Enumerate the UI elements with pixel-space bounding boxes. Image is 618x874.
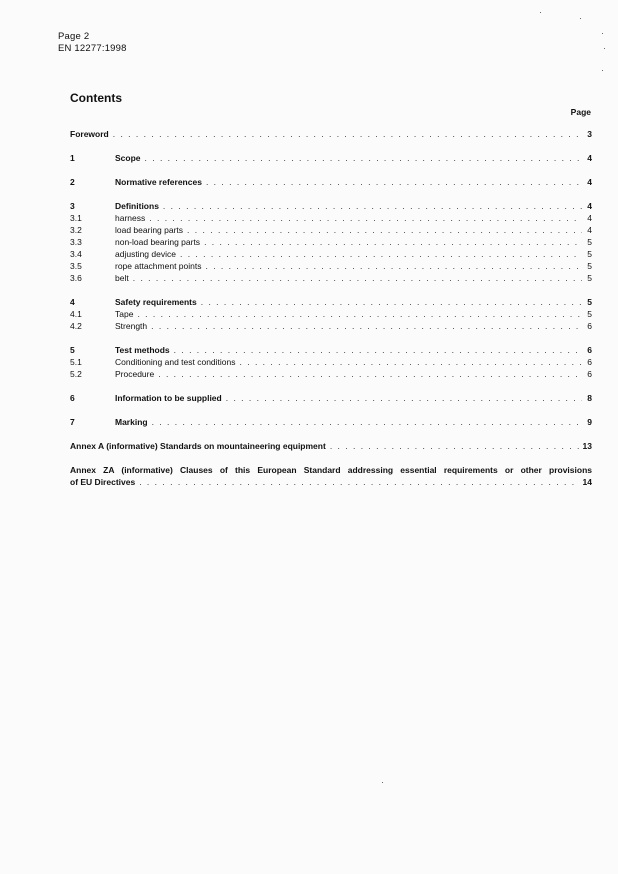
toc-entry-title: Conditioning and test conditions [115, 357, 236, 367]
leader-dots [151, 320, 582, 332]
toc-entry-page: 4 [587, 213, 592, 223]
toc-entry-title: Foreword [70, 129, 109, 139]
toc-entry-title: Definitions [115, 201, 159, 211]
leader-dots [113, 128, 582, 140]
contents-title: Contents [70, 91, 122, 105]
toc-entry-number: 5.1 [70, 357, 82, 367]
toc-entry-page: 5 [587, 297, 592, 307]
toc-entry-conditioning[interactable] [70, 356, 592, 368]
toc-entry-page: 8 [587, 393, 592, 403]
toc-entry-number: 4.2 [70, 321, 82, 331]
leader-dots [187, 224, 582, 236]
toc-entry-rope-attachment-points[interactable] [70, 260, 592, 272]
toc-entry-definitions[interactable] [70, 200, 592, 212]
toc-entry-page: 4 [587, 225, 592, 235]
toc-entry-page: 4 [587, 153, 592, 163]
toc-entry-page: 13 [582, 441, 592, 451]
toc-entry-title: adjusting device [115, 249, 176, 259]
standard-reference: EN 12277:1998 [58, 42, 127, 54]
toc-entry-title: Information to be supplied [115, 393, 222, 403]
leader-dots [201, 296, 582, 308]
toc-entry-title: Scope [115, 153, 141, 163]
toc-entry-number: 5 [70, 345, 75, 355]
leader-dots [158, 368, 582, 380]
page-header [58, 31, 127, 54]
scan-speck [602, 33, 603, 34]
toc-entry-number: 3 [70, 201, 75, 211]
toc-entry-tape[interactable] [70, 308, 592, 320]
toc-entry-page: 4 [587, 177, 592, 187]
toc-entry-page: 6 [587, 321, 592, 331]
leader-dots [149, 212, 582, 224]
toc-entry-test-methods[interactable] [70, 344, 592, 356]
toc-entry-title: Tape [115, 309, 134, 319]
toc-entry-page: 5 [587, 261, 592, 271]
toc-entry-annex-za[interactable] [70, 464, 592, 488]
leader-dots [152, 416, 582, 428]
leader-dots [205, 260, 582, 272]
toc-entry-page: 3 [587, 129, 592, 139]
toc-entry-normative-references[interactable] [70, 176, 592, 188]
toc-entry-page: 5 [587, 273, 592, 283]
toc-entry-non-load-bearing-parts[interactable] [70, 236, 592, 248]
toc-entry-title: non-load bearing parts [115, 237, 201, 247]
toc-entry-number: 3.5 [70, 261, 82, 271]
leader-dots [240, 356, 583, 368]
toc-entry-number: 3.3 [70, 237, 82, 247]
leader-dots [206, 176, 582, 188]
toc-entry-safety-requirements[interactable] [70, 296, 592, 308]
toc-entry-number: 7 [70, 417, 75, 427]
toc-entry-number: 4 [70, 297, 75, 307]
leader-dots [330, 440, 579, 452]
toc-entry-title: Normative references [115, 177, 202, 187]
toc-entry-number: 1 [70, 153, 75, 163]
leader-dots [174, 344, 582, 356]
toc-entry-title: Test methods [115, 345, 170, 355]
leader-dots [133, 272, 582, 284]
toc-entry-information-to-be-supplied[interactable] [70, 392, 592, 404]
leader-dots [137, 308, 582, 320]
toc-entry-title: rope attachment points [115, 261, 202, 271]
toc-entry-number: 3.6 [70, 273, 82, 283]
toc-entry-foreword[interactable] [70, 128, 592, 140]
leader-dots [145, 152, 582, 164]
toc-entry-title: belt [115, 273, 129, 283]
scan-speck [540, 12, 541, 13]
toc-entry-belt[interactable] [70, 272, 592, 284]
scan-speck [382, 782, 383, 783]
page-number: Page 2 [58, 31, 90, 42]
toc-entry-title: load bearing parts [115, 225, 184, 235]
toc-entry-page: 5 [587, 309, 592, 319]
toc-entry-title: Marking [115, 417, 148, 427]
toc-entry-number: 3.4 [70, 249, 82, 259]
toc-entry-title-continued: of EU Directives [70, 477, 136, 487]
leader-dots [226, 392, 582, 404]
toc-entry-marking[interactable] [70, 416, 592, 428]
scan-speck [602, 70, 603, 71]
toc-entry-page: 14 [582, 477, 592, 487]
toc-entry-number: 3.2 [70, 225, 82, 235]
toc-entry-page: 4 [587, 201, 592, 211]
toc-entry-title: Annex A (informative) Standards on mountaineering equipment [70, 441, 326, 451]
toc-entry-title: harness [115, 213, 146, 223]
toc-entry-adjusting-device[interactable] [70, 248, 592, 260]
toc-entry-page: 6 [587, 369, 592, 379]
scan-speck [580, 18, 581, 19]
leader-dots [180, 248, 582, 260]
toc-entry-number: 4.1 [70, 309, 82, 319]
toc-entry-load-bearing-parts[interactable] [70, 224, 592, 236]
page-column-label: Page [570, 107, 591, 117]
toc-entry-page: 5 [587, 237, 592, 247]
toc-entry-procedure[interactable] [70, 368, 592, 380]
toc-entry-number: 6 [70, 393, 75, 403]
toc-entry-page: 6 [587, 357, 592, 367]
toc-entry-number: 2 [70, 177, 75, 187]
toc-entry-harness[interactable] [70, 212, 592, 224]
toc-entry-annex-a[interactable] [70, 440, 592, 452]
toc-entry-strength[interactable] [70, 320, 592, 332]
toc-entry-title: Annex ZA (informative) Clauses of this European Standard addressing essential requirements or other provisions [70, 465, 592, 475]
toc-entry-page: 5 [587, 249, 592, 259]
toc-entry-number: 5.2 [70, 369, 82, 379]
leader-dots [163, 200, 582, 212]
toc-entry-number: 3.1 [70, 213, 82, 223]
table-of-contents [70, 128, 592, 488]
toc-entry-page: 6 [587, 345, 592, 355]
toc-entry-page: 9 [587, 417, 592, 427]
leader-dots [204, 236, 582, 248]
scan-speck [604, 48, 605, 49]
toc-entry-title: Procedure [115, 369, 155, 379]
toc-entry-title: Strength [115, 321, 148, 331]
toc-entry-scope[interactable] [70, 152, 592, 164]
toc-entry-title: Safety requirements [115, 297, 197, 307]
leader-dots [139, 476, 578, 488]
